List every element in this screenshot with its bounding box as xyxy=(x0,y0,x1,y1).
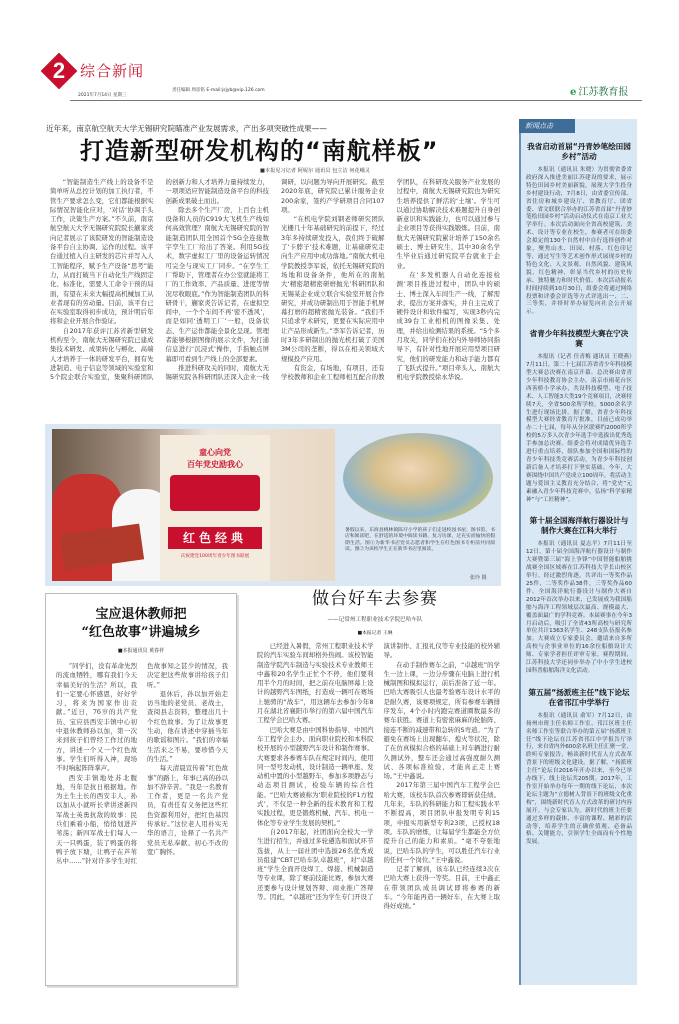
sidebar-article-title: 第十届全国海洋航行器设计与制作大赛在江科大举行 xyxy=(529,516,629,536)
paragraph: 巴哈大赛是由中国科协指导、中国汽车工程学会主办、面向职业院校和本科院校开展的小型越野汽车设计和制作赛事。大赛要求各参赛车队在规定时间内，使用同一型号发动机，设计制造一辆单座、发动机中置的小型越野车，参加多项静态与动态项目测试，检验车辆的综合性能。“巴哈大赛被称为‘职业院校的F1方程式’，不仅是一种全新的技术教育和工程实践过程，更是锻炼机械、汽车、机电一体化等专业学生发展的契机。” xyxy=(257,725,374,827)
story2-title-line1: 宝应退休教师把 xyxy=(95,607,187,622)
photo-caption: 暑假以来，东海县桃林镇陈圩小学的孩子们走进校园书屋、图书馆、书店和阅读吧，在舒适的环境中阅读书籍、复习功课，过充实而愉快的假期生活。图①为新华书店党员志愿者和学生在红色图书专柜前共同阅读。图②为该校学生正在新华书店里阅读。 xyxy=(345,528,495,553)
issue-date: 2021年7月14日 星期三 xyxy=(78,93,127,98)
sidebar-article-body: 本报讯（通讯员 朱晓）为贯彻省委省政府深入推进美丽江苏建设的要求，展示特色田园乡村美丽新貌，展现大学生投身乡村建设行动，7月8日，由省委宣传部、省住房和城乡建设厅、省教育厅、团省委、省文联联合举办的江苏省首届“丹青妙笔绘田园乡村”活动启动仪式在南京工业大学举行。本次活动面向全省高校建筑、美术、设计等专业在校生，参赛者可在组委会拟定的130个自然村中自行选择创作对象，聚焦山水、田园、村落、红色印记等，通过写生等艺术创作形式展现乡村的特色文化、人文景观、自然风貌、建筑风貌、红色精神，彰显当代乡村的历史传承、独特魅力和时代价值。本次活动报名时间持续到10月30日，组委会将通过网络投票和评委会评选等方式评选出一、二、三等奖，并择时举办展览向社会公开展示。 xyxy=(526,167,632,316)
paragraph: 推进科研攻关的同时，南航大无锡研究院各科研团队还深入企业一线调研，以问题为导向开展研究。截至2020年底，研究院已累计服务企业200余家，签约产学研项目合同107项。 xyxy=(165,178,385,382)
paper-name: 江苏教育报 xyxy=(578,87,629,98)
paragraph: “同学们，没有革命先烈的流血牺牲，哪有我们今天幸福美好的生活？所以，我们一定要心怀感恩，好好学习，将来为国家作出贡献。”近日，76岁的共产党员、宝应县西安丰镇中心初中退休教师孙以加，第一次来到孩子们曾经工作过的地方，讲述一个又一个红色故事。学生们听得入神，现场不时响起阵阵掌声。 xyxy=(56,662,137,773)
sidebar-article-list xyxy=(526,142,632,847)
paragraph: 自2017年获评江苏省新型研发机构至今，南航大无锡研究院已建成集技术研发、成果转化与孵化、高端人才培养于一体的研发平台，拥有先进制造、电子信息等领域的实验室和5个院企联合实验室，集聚科研团队的创新力和人才培养力量持续发力，一项项适应智能制造设备平台的科技创新成果破土而出。 xyxy=(50,178,269,382)
story3-title: 做台好车去参赛 xyxy=(312,589,438,609)
red-classics-poster xyxy=(160,435,270,581)
paragraph: 除去多个生产厂房，上百台主机设备和人员的C919大飞机生产线如何高效管理？南航大无锡研究院的智能制造团队用全国首个5G全连接数字孪生工厂给出了答案。利用5G技术，数字虚拟工厂里的设备运转情况可完全与现实工厂同步。“在孪生工厂帮助下，管理者在办公室就能将工厂的工作效率、产品质量、进度等情况尽收眼底。”作为智能制造团队的科研骨干，蒯家炎告诉记者，在虚拟空间中，一个个车间不再‘密不透风’，而是如同‘透明工厂’一般，设备状态、生产运作都能全景化呈现。管理者能够根据图像的展示文件，为打通信息进行‘沉浸式’操作，手指触点屏幕即可看到生产线上的全部要素。 xyxy=(165,205,269,363)
story2-byline: ■本报通讯员 黄春祥 xyxy=(117,648,165,654)
sidebar-article xyxy=(526,688,632,847)
editor-info: 责任编辑 周彦铭 E-mail:jsjyb@vip.126.com xyxy=(172,88,265,93)
story3-body xyxy=(257,642,500,1020)
story3-subtitle: ——记常州工程职业技术学院巴哈车队 xyxy=(327,617,423,623)
paragraph: 在动手制作赛车之前，“卓越班”的学生一边上课，一边分步骤在电脑上进行机械制图和模拟运行，前后准备了近一年。巴哈大赛吸引人也最考验赛车设计水平的是耐久赛，该赛项规定，所有参赛车辆排序发车，4个小时内跑完赛道圈数最多的赛车获胜。赛道上有密密麻麻的轮胎阵、接连不断的减速带和急转的S弯道。“为了避免在赛场上出现翻车、熄火等状况，除了在仿真模拟合格的基础上对车辆进行耐久测试外，整车还会通过高强度耐久测试、各项标准检验，才能真正走上赛场。”王中鑫说。 xyxy=(383,660,500,781)
lead-headline: 打造新型研发机构的“南航样板” xyxy=(80,137,439,165)
newspaper-logo xyxy=(570,83,628,98)
header-divider xyxy=(70,100,642,101)
story3-byline: ■本报记者 王琳 xyxy=(357,631,393,636)
lead-article-body xyxy=(50,178,500,420)
story2-title-line2: “红色故事”讲遍城乡 xyxy=(81,625,201,640)
poster-subtitle: 庆祝建党100周年青少年图书联展 xyxy=(180,554,250,559)
story2-body xyxy=(56,662,228,980)
photo-girl-reading xyxy=(343,433,493,523)
logo-e-icon: e xyxy=(570,87,577,98)
paragraph: “智能制造生产线上的设备不是简单听从总控计划的加工执行者，不管生产要求怎么变，它们都能根据实际情况智能化应对，‘对话’协调手头工作，决策生产方案。”不久前，南京航空航天大学无锡研究院院长蒯家炎向记者展示了该院研发的智能制造设备平台自主协调、运作的过程。该平台通过植入自主研发的芯片并写入人工智能程序，赋予生产设备“思考”能力，从而打破当下自动化生产线固定化、标准化，需要人工命令干预的局面，有望在未来大幅提高机械加工从业者现有的劳动量。目前，该平台已在实验室取得初步成功，预计明后年将和企业开展合作验证。 xyxy=(50,178,154,326)
lead-kicker: 近年来，南京航空航天大学无锡研究院瞄准产业发展需求，产出多项突破性成果—— xyxy=(46,124,327,133)
lead-byline: ■本报见习记者 阿妮尔 通讯员 包立洁 何花峨灵 xyxy=(260,168,371,174)
paragraph: 在‘多发机器人自动化连接检测’项目推进过程中，团队中的硕士、博士深入车间生产一线，了解需求，提出方案并落实，并自主完成了硬件设计和软件编写，实现3秒内完成39台工业相机的图像采集、处理，并给出检测结果的系统。“5个多月攻关，同学们在校内外导师协同指导下，有针对性地开展应用型项目研究，他们的研发能力和动手能力都有了飞跃式提升。”项目牵头人、南航大机电学院教授徐永华说。 xyxy=(396,270,500,382)
sidebar-article xyxy=(526,329,632,504)
paragraph: 退休后，孙以加开始走访当地的老党员、老战士，查阅县志资料，整理出几十个红色故事。为了让故事更生动，他在讲述中穿插当年的歌谣和图片。“我们的幸福生活来之不易，要珍惜今天的生活。” xyxy=(147,689,228,763)
paragraph: 每天清晨宣传着“红色故事”的路上，年事已高的孙以加不辞辛苦。“我是一名教育工作者，更是一名共产党员，有责任有义务把这些红色资源利用好，把红色基因传承好。”这位老人用朴实无华的语言，诠释了一名共产党员无私奉献、初心不改的宽广胸怀。 xyxy=(147,764,228,856)
paragraph: 自2017年起，社团面向全校大一学生进行招生，并通过多轮遴选和面试环节选拔，从上一届社团中选拔26名优秀成员组建“CBT巴哈车队卓越班”，对“卓越班”学生全面开设焊工、焊接、机械制造等专业课，除了赛前技能比赛，参加大赛还要参与设计规划答辩、商业推广答辩等。因此，“卓越班”还为学生专门开设了演讲制作、汇报礼仪等专业技能的校外辅导。 xyxy=(257,642,500,902)
sidebar-article-title: 省青少年科技模型大赛在宁决赛 xyxy=(529,329,629,349)
sidebar-article-body: 本报讯（通讯员 夏志平）7月11日至12日，第十届全国海洋航行器设计与制作大赛暨第三届“海上争锋”中国智能船舶挑战赛全国区域赛在江苏科技大学长山校区举行。经过激烈角逐，共评出一等奖作品25件，二等奖作品38件，三等奖作品60件。全国海洋航行器设计与制作大赛自2012年首次举办以来，已发展成为我国船舶与海洋工程领域层次最高、规模最大、覆盖面最广的学科竞赛。本届赛事在今年3月启动后，吸引了全省43所高校与研究所单位共计1363名学生、248支队伍报名参加。大赛成立专家委员会，邀请来自多所高校与企事业单位的16余位船舶设计大师、专家学者担任评审专家。赛程期间，江苏科技大学还同步举办了中小学生进校园科普船舶海洋文化活动。 xyxy=(526,541,632,674)
paragraph: 已经进入暑假，常州工程职业技术学院的汽车实验车间却格外热闹。该校智能制造学院汽车制造与实验技术专业教师王中鑫和20名学生正忙个不停，他们要利用半个月的时间，把之前在电脑屏幕上设计的越野汽车图纸，打造成一辆可在赛场上驰骋的“战车”，用这辆车去参加今年8月在湖北省襄阳市举行的第六届中国汽车工程学会巴哈大赛。 xyxy=(257,642,374,725)
photo-credit: 张玲 摄 xyxy=(470,575,487,581)
sidebar-article-body: 本报讯（通讯员 俞军）7月12日，由扬州市班主任名师工作室、邗江区班主任名师工作室等联合举办的第五届“扬派班主任”线下论坛在江苏省邗江中学报告厅举行，来自省内外600余名班主任汇聚一堂，聆听专家报告，畅谈新时代育人方式改革背景下的班级文化建设。据了解，“扬派班主任”论坛自2016年开办以来，至今已举办线下、线上论坛共205期。2017年，工作室开始举办每年一期的线下论坛，本次论坛主题为“立德树人背景下的班级文化重构”，围绕新时代育人方式改革的研讨内容展开。与会专家认为，新时代的班主任要通过多样的载体、丰富的课程、精彩的活动等，培养学生的正确价值观、必备品格、关键能力，引领学生全面而有个性地发展。 xyxy=(526,712,632,846)
paragraph: 2017年第三届中国汽车工程学会巴哈大赛，该校车队首次参赛即斩获佳绩。几年来，车队的科研能力和工程实践水平不断提高，项目团队申报发明专利15项，申报实用新型专利23项，已授权18项。车队的磨炼，让每届学生都能全方位提升自己的能力和素质。“毫不夸张地说，巴哈车队的学生，可以胜任汽车行业的任何一个岗位。”王中鑫说。 xyxy=(383,781,500,864)
flag-icon xyxy=(170,475,260,511)
paragraph: “在机电学院刘钢老师研究团队光栅几十年基础研究的前提下，经过3年多持续研发投入，我们终于破解了‘卡脖子’技术难题，让基础研究走向生产应用中成功落地。”南航大机电学院教授李军说，依托无锡研究院的场地和设备条件，他所在的南航大‘精密超精密研磨抛光’科研团队和无锡某企业成立联合实验室开展合作研究，并成功研制出用于智能手机屏幕打磨的超精密抛光装备。“我们不只追求学术研究，更要在实际应用中让产品形成新生。”李军告诉记者，历时3年多研制出的抛光机打破了美国3M公司的垄断，得以在相关领域大规模投产应用。 xyxy=(281,215,385,363)
sidebar-article-title: 我省启动首届“丹青妙笔绘田园乡村”活动 xyxy=(527,142,631,161)
paragraph: 有资金，有场地，有项目，还有学校教师和企业工程师相互配合的教学团队，在科研攻关服务产业发展的过程中，南航大无锡研究院也为研究生培养提供了鲜活的‘土壤’。学生可以通过协助解决技术难题提升自身创新意识和实践能力，也可以通过参与企业项目等获得实践锻炼。目前，南航大无锡研究院累计培养了150余名硕士、博士研究生，其中30余名学生毕业后通过研究院平台就业于企业。 xyxy=(281,178,500,382)
poster-line2: 百年党史励我心 xyxy=(187,460,243,469)
paragraph: 西安丰镇地处苏北腹地，当年是抗日根据地。作为土生土长的西安丰人，孙以加从小就听长辈讲述新四军战士英勇抗敌的故事：民兵们乘着小船，悄悄划进芦苇荡；新四军战士们每人一天一只鸭蛋，装了鸭蛋的将鸭子放下塘，让鸭子在芦苇丛中……“针对许多学生对红色故事知之甚少的情况，我决定把这些故事讲给孩子们听。” xyxy=(56,662,228,866)
photo-reading-red-classics xyxy=(52,429,335,581)
sidebar-article-title: 第五届“扬派班主任”线下论坛在省邗江中学举行 xyxy=(528,687,630,707)
sidebar-tag: 新闻点击 xyxy=(519,119,575,133)
section-title: 综合新闻 xyxy=(80,62,145,80)
story2-title xyxy=(45,606,237,642)
sidebar-article xyxy=(526,516,632,675)
poster-banner: 红色经典 xyxy=(168,527,262,549)
poster-line1: 童心向党 xyxy=(199,448,231,457)
sidebar-article-body: 本报讯（记者 任青梅 通讯员 王晓燕）7月11日，第二十七届江苏省青少年科技模型大赛总决赛在南京开幕。总决赛由省青少年科技教育协会主办，南京市雨花台区西善桥小学承办，共设科技模型、电子技术、人工智能3大类19个竞赛项目，决赛持续7天，全省500余所学校、5000余名学生进行现场比拼。据了解，省青少年科技模型大赛经省教育厅批准，目前已成功举办二十七届，每年从分区联赛约2000所学校的5万多人次青少年选手中选拔出优秀选手参加总决赛。组委会将对成绩优异选手进行重点培养，组队参加全国和国际性的青少年科技类竞赛活动，为青少年科技创新后备人才培养打下坚实基础。今年，大赛围绕中国共产党成立100周年，将活动主题与爱国主义教育充分结合，将“党史”元素融入青少年科技竞赛中，弘扬“科学家精神”与“工匠精神”。 xyxy=(526,354,632,503)
paragraph: 记者了解到，该车队已经连续3次在巴哈大赛上获得一等奖。目前，王中鑫正在带领团队成员调试即将参赛的新车。“今年能再造一辆好车，在大赛上取得好成绩。” xyxy=(383,865,500,911)
sidebar-article xyxy=(526,142,632,317)
page-number: 2 xyxy=(52,58,66,83)
